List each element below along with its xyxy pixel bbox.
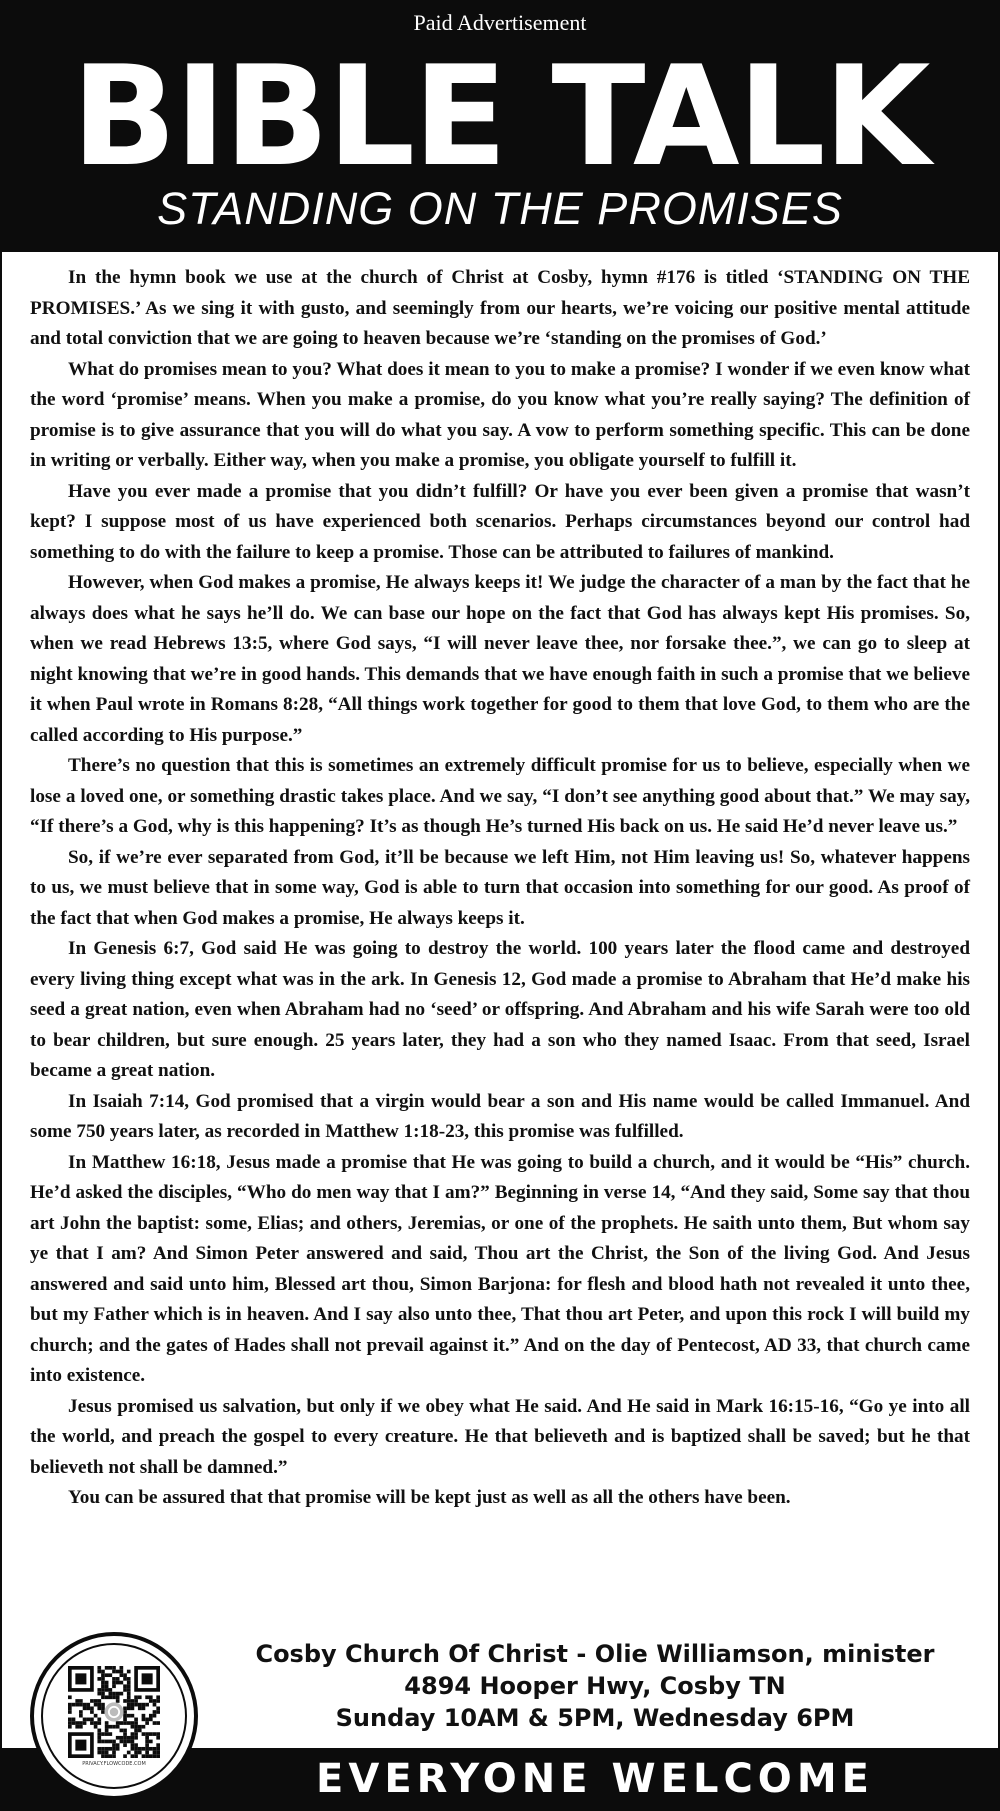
church-contact bbox=[230, 1638, 960, 1734]
church-name-line: Cosby Church Of Christ - Olie Williamson, minister bbox=[255, 1640, 935, 1668]
article-paragraph: In Isaiah 7:14, God promised that a virgin would bear a son and His name would be called Immanuel. And some 750 years later, as recorded in Matthew 1:18-23, this promise was fulfilled. bbox=[30, 1090, 970, 1142]
article-paragraph: In Matthew 16:18, Jesus made a promise that He was going to build a church, and it would be “His” church. He’d asked the disciples, “Who do men way that I am?” Beginning in verse 14, “And they said, Some say that thou art John the baptist: some, Elias; and others, Jeremias, or one of the prophets. He saith unto them, But whom say ye that I am? And Simon Peter answered and said, Thou art the Christ, the Son of the living God. And Jesus answered and said unto him, Blessed art thou, Simon Barjona: for flesh and blood hath not revealed it unto thee, but my Father which is in heaven. And I say also unto thee, That thou art Peter, and upon this rock I will build my church; and the gates of Hades shall not prevail against it.” And on the day of Pentecost, AD 33, that church came into existence. bbox=[30, 1151, 970, 1386]
page-subtitle: STANDING ON THE PROMISES bbox=[157, 183, 843, 234]
article-paragraph: You can be assured that that promise will be kept just as well as all the others have been. bbox=[68, 1487, 791, 1508]
article-paragraph: However, when God makes a promise, He always keeps it! We judge the character of a man by the fact that he always does what he says he’ll do. We can base our hope on the fact that God has always kept His promises. So, when we read Hebrews 13:5, where God says, “I will never leave thee, nor forsake thee.”, we can go to sleep at night knowing that we’re in good hands. This demands that we have enough faith in such a promise that we believe it when Paul wrote in Romans 8:28, “All things work together for good to them that love God, to them who are the called according to His purpose.” bbox=[30, 572, 970, 746]
article-paragraph: In the hymn book we use at the church of Christ at Cosby, hymn #176 is titled ‘STANDING ON THE PROMISES.’ As we sing it with gusto, and seemingly from our hearts, we’re voicing our positive mental attitude and total conviction that we are going to heaven because we’re ‘standing on the promises of God.’ bbox=[30, 267, 970, 349]
qr-badge[interactable] bbox=[30, 1632, 198, 1800]
article-paragraph: Have you ever made a promise that you didn’t fulfill? Or have you ever been given a promise that wasn’t kept? I suppose most of us have experienced both scenarios. Perhaps circumstances beyond our control had something to do with the failure to keep a promise. Those can be attributed to failures of mankind. bbox=[30, 480, 970, 563]
paid-advertisement-label: Paid Advertisement bbox=[413, 10, 587, 35]
article-body bbox=[30, 263, 970, 1514]
church-address-line: 4894 Hooper Hwy, Cosby TN bbox=[404, 1672, 786, 1700]
article-paragraph: In Genesis 6:7, God said He was going to destroy the world. 100 years later the flood came and destroyed every living thing except what was in the ark. In Genesis 12, God made a promise to Abraham that He’d make his seed a great nation, even when Abraham had no ‘seed’ or offspring. And Abraham and his wife Sarah were too old to bear children, but sure enough. 25 years later, they had a son who they named Isaac. From that seed, Israel became a great nation. bbox=[30, 938, 970, 1081]
page-title: BIBLE TALK bbox=[71, 36, 929, 197]
article-paragraph: There’s no question that this is sometimes an extremely difficult promise for us to believe, especially when we lose a loved one, or something drastic takes place. And we say, “I don’t see anything good about that.” We may say, “If there’s a God, why is this happening? It’s as though He’s turned His back on us. He said He’d never leave us.” bbox=[30, 755, 970, 837]
article-paragraph: So, if we’re ever separated from God, it’ll be because we left Him, not Him leaving us! So, whatever happens to us, we must believe that in some way, God is able to turn that occasion into something for our good. As proof of the fact that when God makes a promise, He always keeps it. bbox=[30, 846, 970, 929]
qr-caption: PRIVACY.FLOWCODE.COM bbox=[82, 1761, 146, 1767]
article-paragraph: What do promises mean to you? What does it mean to you to make a promise? I wonder if we even know what the word ‘promise’ means. When you make a promise, do you know what you’re really saying? The definition of promise is to give assurance that you will do what you say. A vow to perform something specific. This can be done in writing or verbally. Either way, when you make a promise, you obligate yourself to fulfill it. bbox=[30, 358, 970, 471]
left-border bbox=[0, 252, 2, 1752]
qr-code-icon[interactable] bbox=[68, 1666, 160, 1758]
header-banner bbox=[0, 0, 1000, 252]
everyone-welcome-text: EVERYONE WELCOME bbox=[316, 1756, 874, 1802]
service-schedule-line: Sunday 10AM & 5PM, Wednesday 6PM bbox=[335, 1704, 855, 1732]
article-paragraph: Jesus promised us salvation, but only if we obey what He said. And He said in Mark 16:15-16, “Go ye into all the world, and preach the gospel to every creature. He that believeth and is baptized shall be saved; but he that believeth not shall be damned.” bbox=[30, 1395, 970, 1478]
